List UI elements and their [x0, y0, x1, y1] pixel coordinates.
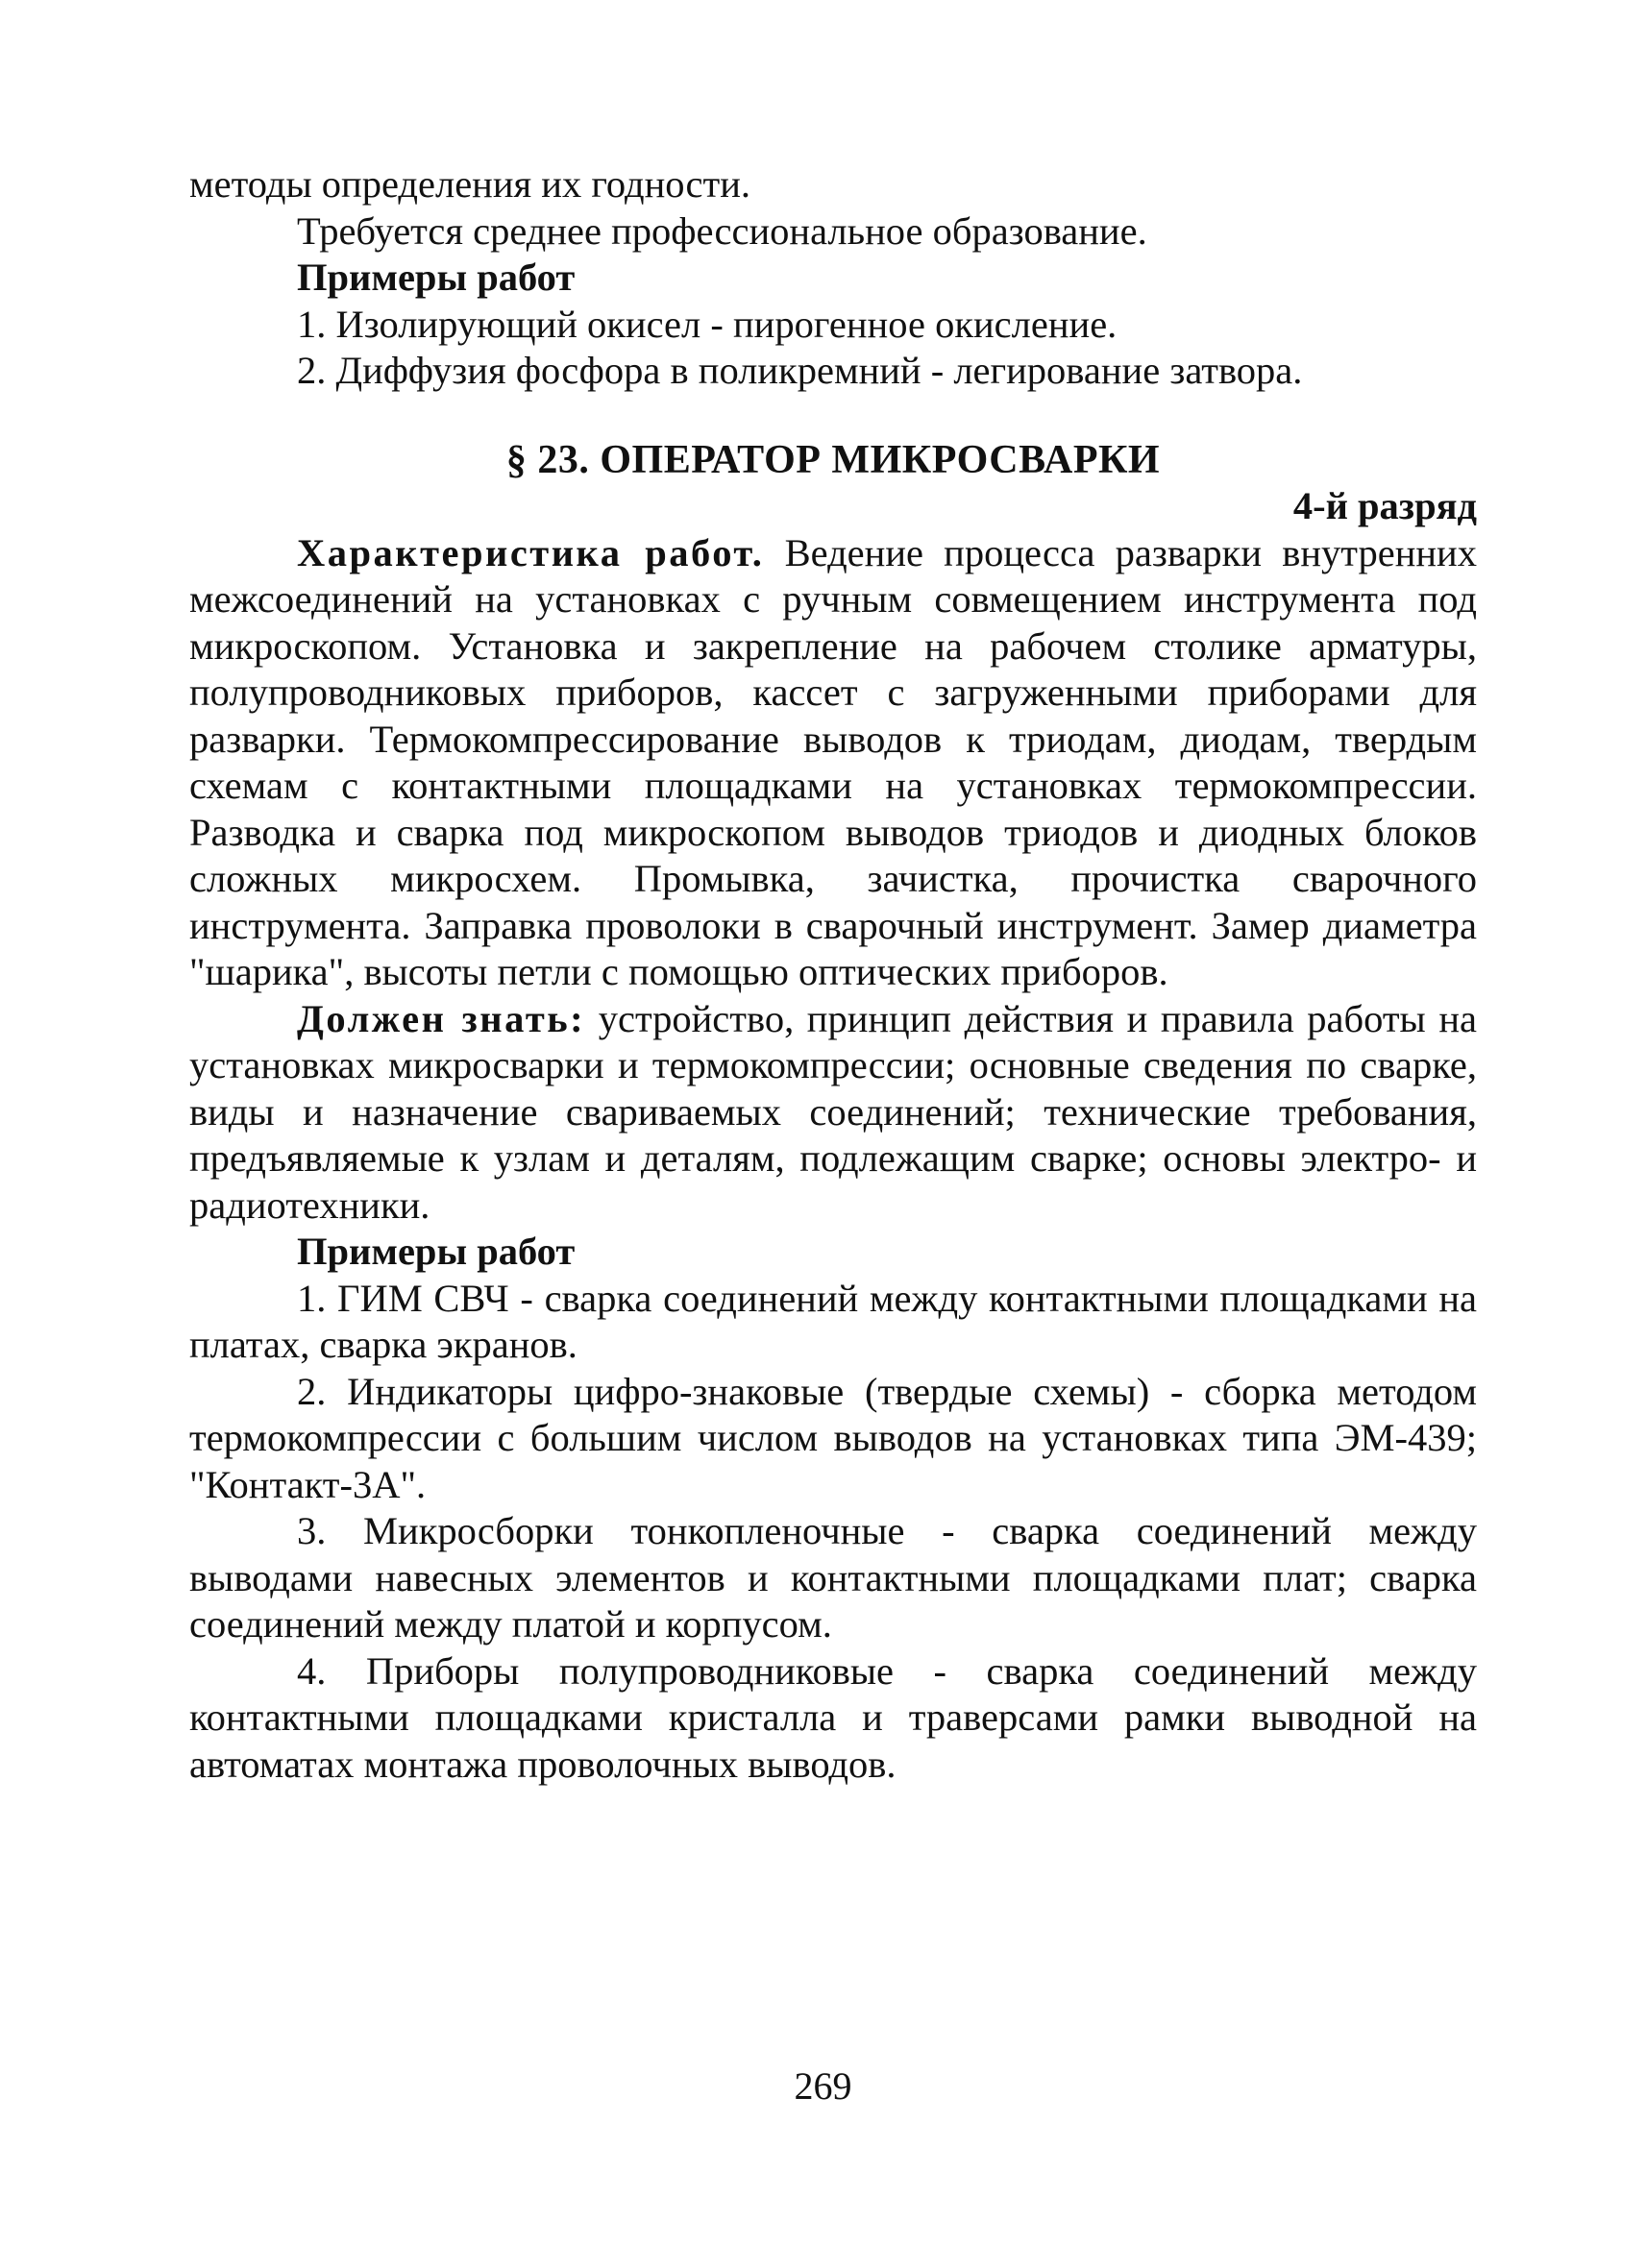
page-body [189, 161, 1477, 1788]
grade-label: 4-й разряд [1292, 484, 1477, 527]
must-know-paragraph [189, 996, 1477, 1230]
must-know-label: Должен знать: [297, 996, 586, 1040]
characteristic-label: Характеристика работ. [297, 530, 765, 574]
section-title: § 23. ОПЕРАТОР МИКРОСВАРКИ [505, 437, 1161, 482]
example-item: 1. Изолирующий окисел - пирогенное окисление. [297, 302, 1118, 346]
example-item: 2. Диффузия фосфора в поликремний - легирование затвора. [297, 349, 1303, 392]
example-item: 3. Микросборки тонкопленочные - сварка соединений между выводами навесных элементов и контактными площадками плат; сварка соединений между платой и корпусом. [189, 1509, 1477, 1646]
continued-line: методы определения их годности. [189, 162, 751, 206]
examples-heading: Примеры работ [297, 1230, 576, 1273]
characteristic-text: Ведение процесса разварки внутренних межсоединений на установках с ручным совмещением инструмента под микроскопом. Установка и закрепление на рабочем столике арматуры, полупроводниковых приборов, кассет с загруженными приборами для разварки. Термокомпрессирование выводов к триодам, диодам, твердым схемам с контактными площадками на установках термокомпрессии. Разводка и сварка под микроскопом выводов триодов и диодных блоков сложных микросхем. Промывка, зачистка, прочистка сварочного инструмента. Заправка проволоки в сварочный инструмент. Замер диаметра "шарика", высоты петли с помощью оптических приборов. [189, 530, 1477, 993]
example-item: 4. Приборы полупроводниковые - сварка соединений между контактными площадками кристалла и траверсами рамки выводной на автоматах монтажа проволочных выводов. [189, 1648, 1477, 1786]
examples-heading-top: Примеры работ [297, 256, 576, 299]
education-requirement: Требуется среднее профессиональное образование. [297, 208, 1147, 253]
page-number: 269 [794, 2064, 852, 2108]
example-item: 2. Индикаторы цифро-знаковые (твердые схемы) - сборка методом термокомпрессии с большим числом выводов на установках типа ЭМ-439; "Контакт-3А". [189, 1369, 1477, 1506]
characteristic-paragraph [189, 530, 1477, 996]
must-know-text: устройство, принцип действия и правила работы на установках микросварки и термокомпрессии; основные сведения по сварке, виды и назначение свариваемых соединений; технические требования, предъявляемые к узлам и деталям, подлежащим сварке; основы электро- и радиотехники. [189, 996, 1477, 1227]
example-item: 1. ГИМ СВЧ - сварка соединений между контактными площадками на платах, сварка экранов. [189, 1276, 1477, 1366]
